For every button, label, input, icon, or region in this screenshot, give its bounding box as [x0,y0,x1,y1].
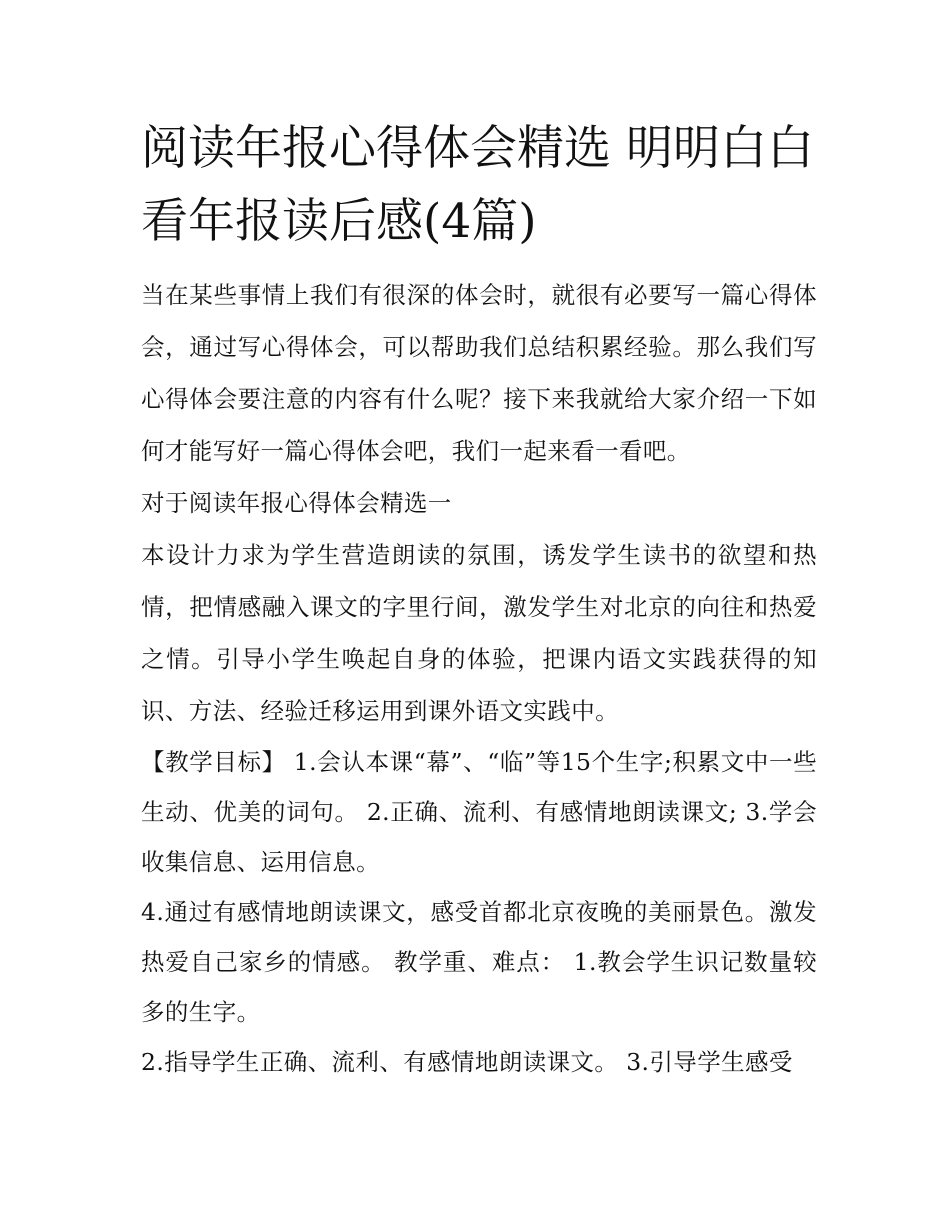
goal-four-paragraph: 4.通过有感情地朗读课文，感受首都北京夜晚的美丽景色。激发热爱自己家乡的情感。 教学重、难点： 1.教会学生识记数量较多的生字。 [141,898,817,1026]
intro-paragraph: 当在某些事情上我们有很深的体会时，就很有必要写一篇心得体会，通过写心得体会，可以帮助我们总结积累经验。那么我们写心得体会要注意的内容有什么呢？接下来我就给大家介绍一下如何才能写好一篇心得体会吧，我们一起来看一看吧。 [141,281,817,465]
section-heading: 对于阅读年报心得体会精选一 [141,489,452,517]
design-paragraph: 本设计力求为学生营造朗读的氛围，诱发学生读书的欲望和热情，把情感融入课文的字里行间，激发学生对北京的向往和热爱之情。引导小学生唤起自身的体验，把课内语文实践获得的知识、方法、经验迁移运用到课外语文实践中。 [141,541,817,725]
document-body [141,112,817,1087]
teaching-goals-paragraph: 【教学目标】 1.会认本课“幕”、“临”等15个生字;积累文中一些生动、优美的词句。 2.正确、流利、有感情地朗读课文; 3.学会收集信息、运用信息。 [141,748,817,876]
key-points-paragraph: 2.指导学生正确、流利、有感情地朗读课文。 3.引导学生感受 [141,1048,793,1076]
page-title: 阅读年报心得体会精选 明明白白看年报读后感(4篇) [141,121,814,249]
